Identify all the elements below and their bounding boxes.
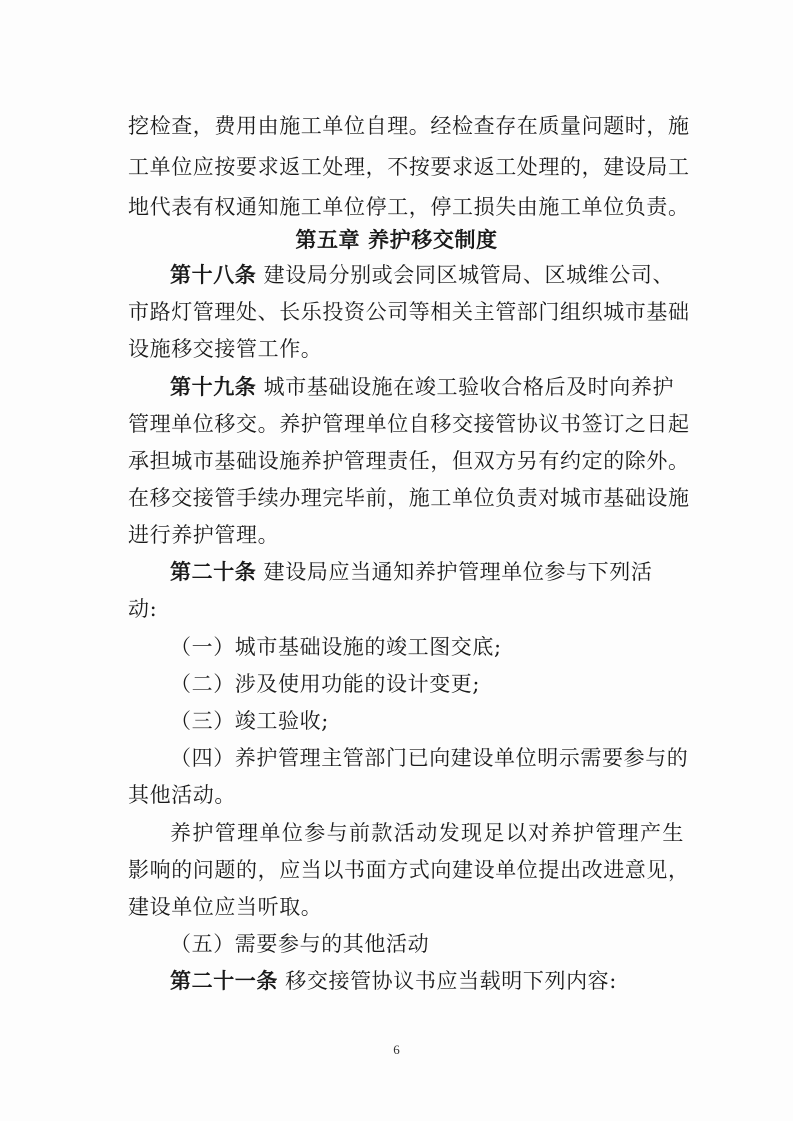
list-item: （二）涉及使用功能的设计变更; [170, 672, 481, 696]
article-18-line [170, 260, 684, 290]
article-text: 移交接管协议书应当载明下列内容: [278, 969, 617, 993]
text-line: 地代表有权通知施工单位停工，停工损失由施工单位负责。 [128, 195, 690, 219]
list-item: （一）城市基础设施的竣工图交底; [170, 635, 502, 659]
text-line: 动: [128, 597, 158, 621]
text-line: 影响的问题的，应当以书面方式向建设单位提出改进意见， [128, 858, 690, 882]
text-line: 管理单位移交。养护管理单位自移交接管协议书签订之日起 [128, 412, 690, 436]
text-line: 养护管理单位参与前款活动发现足以对养护管理产生 [170, 821, 684, 845]
chapter-heading: 第五章 养护移交制度 [295, 227, 498, 252]
page-number: 6 [393, 1042, 400, 1057]
text-line: 进行养护管理。 [128, 523, 280, 547]
list-item: （三）竣工验收; [170, 709, 329, 733]
text-line: 挖检查，费用由施工单位自理。经检查存在质量问题时，施 [128, 114, 690, 138]
article-19-line [170, 372, 684, 402]
article-21-line [170, 966, 684, 996]
text-line: 设施移交接管工作。 [128, 337, 323, 361]
text-line: 在移交接管手续办理完毕前，施工单位负责对城市基础设施 [128, 486, 690, 510]
text-line: 工单位应按要求返工处理，不按要求返工处理的，建设局工 [128, 155, 690, 179]
article-text: 城市基础设施在竣工验收合格后及时向养护 [256, 375, 675, 399]
article-text: 建设局应当通知养护管理单位参与下列活 [256, 560, 653, 584]
text-line: 市路灯管理处、长乐投资公司等相关主管部门组织城市基础 [128, 300, 690, 324]
article-title: 第二十条 [170, 559, 257, 584]
article-text: 建设局分别或会同区城管局、区城维公司、 [256, 263, 675, 287]
article-20-line [170, 557, 684, 587]
article-title: 第十八条 [170, 262, 257, 287]
article-title: 第二十一条 [170, 968, 278, 993]
text-line: 建设单位应当听取。 [128, 895, 323, 919]
list-item: （五）需要参与的其他活动 [170, 932, 430, 956]
article-title: 第十九条 [170, 374, 257, 399]
list-item: （四）养护管理主管部门已向建设单位明示需要参与的 [170, 746, 689, 770]
text-line: 其他活动。 [128, 783, 236, 807]
text-line: 承担城市基础设施养护管理责任，但双方另有约定的除外。 [128, 449, 690, 473]
